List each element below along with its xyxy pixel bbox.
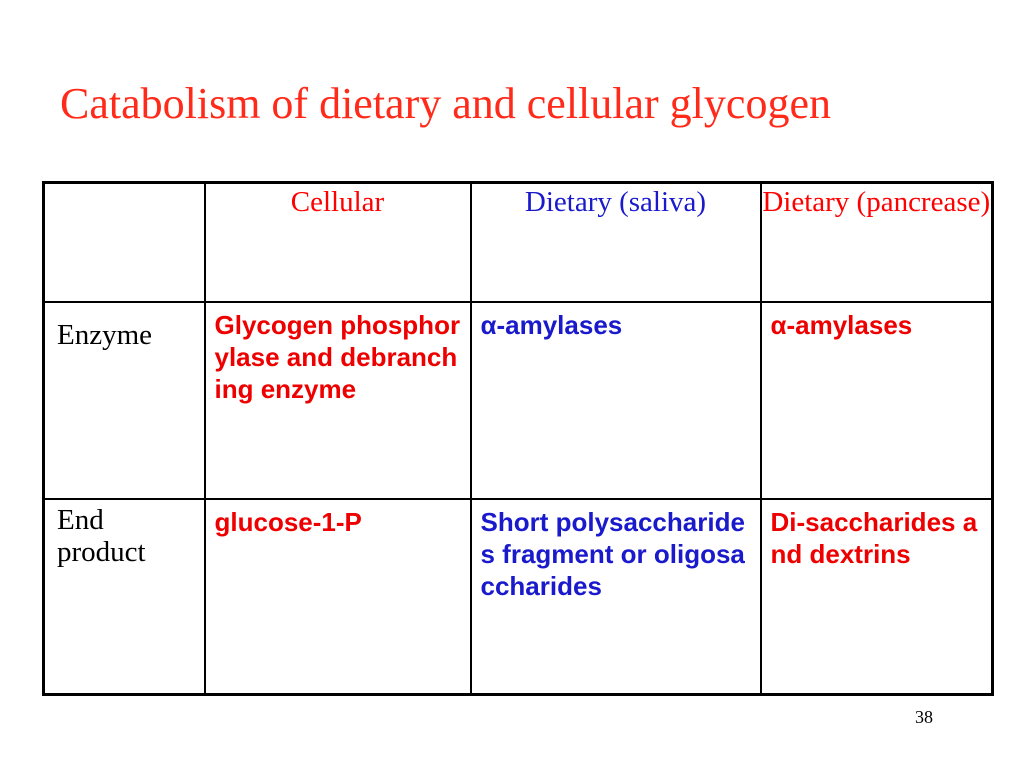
glycogen-comparison-table: [42, 181, 994, 696]
table-header-row: [44, 183, 993, 302]
cell-end-product-pancrease: Di-saccharides and dextrins: [761, 499, 993, 695]
cell-enzyme-cellular: Glycogen phosphorylase and debranching enzyme: [205, 302, 471, 499]
table-row: [44, 499, 993, 695]
header-dietary-saliva: Dietary (saliva): [471, 183, 761, 302]
row-label-end-product: End product: [44, 499, 205, 695]
cell-end-product-cellular: glucose-1-P: [205, 499, 471, 695]
row-label-enzyme: Enzyme: [44, 302, 205, 499]
header-empty-cell: [44, 183, 205, 302]
cell-enzyme-pancrease: α-amylases: [761, 302, 993, 499]
table-row: [44, 302, 993, 499]
header-dietary-pancrease: Dietary (pancrease): [761, 183, 993, 302]
cell-enzyme-saliva: α-amylases: [471, 302, 761, 499]
header-cellular: Cellular: [205, 183, 471, 302]
page-number: 38: [915, 707, 933, 727]
cell-end-product-saliva: Short polysaccharides fragment or oligosaccharides: [471, 499, 761, 695]
slide-title: Catabolism of dietary and cellular glycogen: [60, 79, 831, 128]
